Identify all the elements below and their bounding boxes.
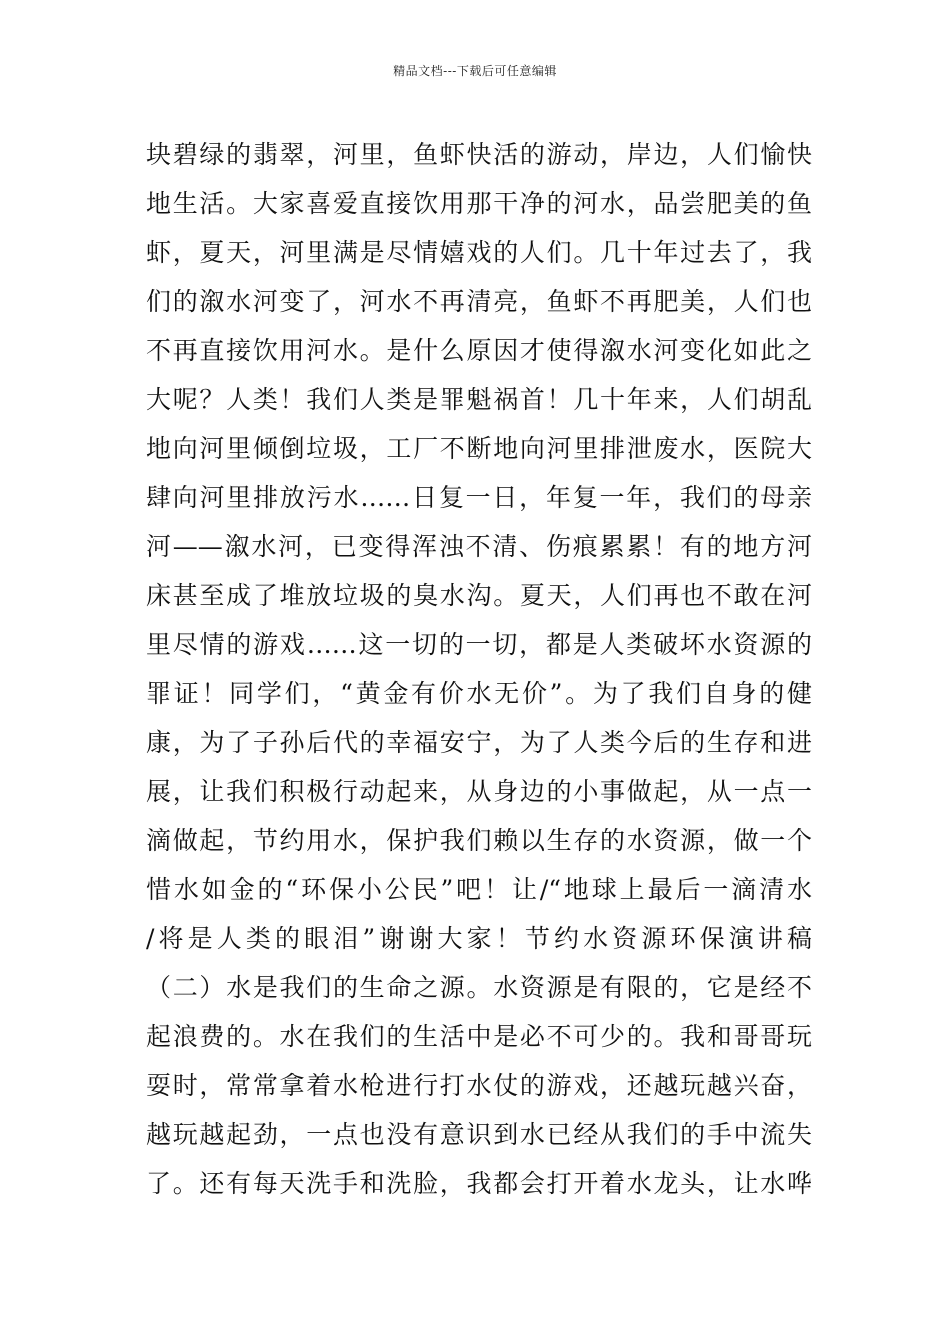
body-text <box>146 130 812 1208</box>
text-line: 展，让我们积极行动起来，从身边的小事做起，从一点一 <box>146 777 812 806</box>
page-header: 精品文档---下载后可任意编辑 <box>393 64 557 78</box>
text-line: 河——溆水河，已变得浑浊不清、伤痕累累！有的地方河 <box>146 532 812 561</box>
text-line: 肆向河里排放污水……日复一日，年复一年，我们的母亲 <box>146 483 812 512</box>
text-line: 耍时，常常拿着水枪进行打水仗的游戏，还越玩越兴奋， <box>146 1071 812 1100</box>
text-line: 不再直接饮用河水。是什么原因才使得溆水河变化如此之 <box>146 336 812 365</box>
text-line: 越玩越起劲，一点也没有意识到水已经从我们的手中流失 <box>146 1120 812 1149</box>
text-line: 床甚至成了堆放垃圾的臭水沟。夏天，人们再也不敢在河 <box>146 581 812 610</box>
text-line: 惜水如金的“环保小公民”吧！让/“地球上最后一滴清水 <box>146 875 812 904</box>
text-line: 块碧绿的翡翠，河里，鱼虾快活的游动，岸边，人们愉快 <box>146 140 812 169</box>
text-line: 了。还有每天洗手和洗脸，我都会打开着水龙头，让水哗 <box>146 1169 812 1198</box>
text-line: /将是人类的眼泪”谢谢大家！节约水资源环保演讲稿 <box>146 924 812 953</box>
text-line: 们的溆水河变了，河水不再清亮，鱼虾不再肥美，人们也 <box>146 287 812 316</box>
text-line: 大呢？人类！我们人类是罪魁祸首！几十年来，人们胡乱 <box>146 385 812 414</box>
text-line: 滴做起，节约用水，保护我们赖以生存的水资源，做一个 <box>146 826 812 855</box>
text-line: 地向河里倾倒垃圾，工厂不断地向河里排泄废水，医院大 <box>146 434 812 463</box>
text-line: 虾，夏天，河里满是尽情嬉戏的人们。几十年过去了，我 <box>146 238 812 267</box>
text-line: 康，为了子孙后代的幸福安宁，为了人类今后的生存和进 <box>146 728 812 757</box>
text-line: 起浪费的。水在我们的生活中是必不可少的。我和哥哥玩 <box>146 1022 812 1051</box>
text-line: （二）水是我们的生命之源。水资源是有限的，它是经不 <box>146 973 812 1002</box>
text-line: 地生活。大家喜爱直接饮用那干净的河水，品尝肥美的鱼 <box>146 189 812 218</box>
text-line: 里尽情的游戏……这一切的一切，都是人类破坏水资源的 <box>146 630 812 659</box>
text-line: 罪证！同学们，“黄金有价水无价”。为了我们自身的健 <box>146 679 812 708</box>
